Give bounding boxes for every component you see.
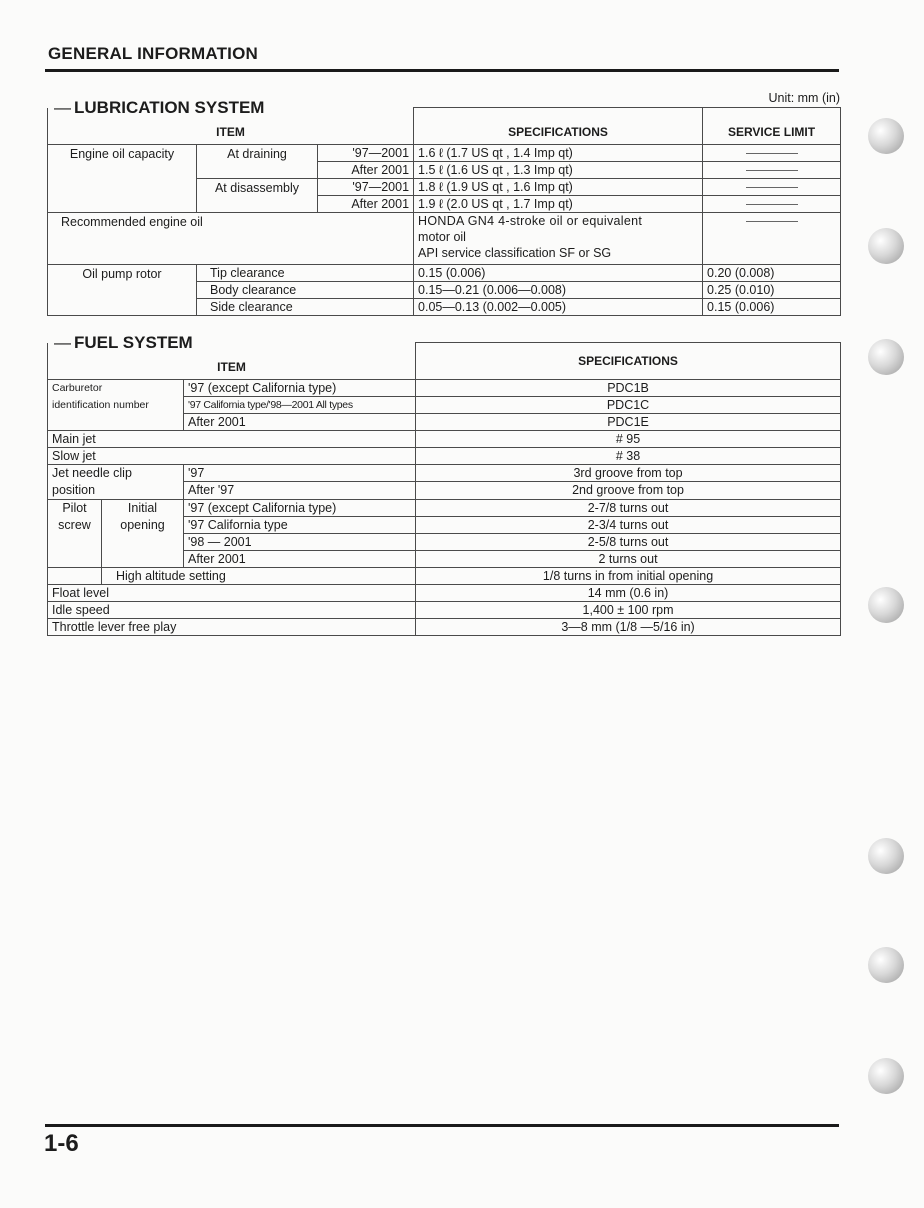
main-jet-spec: # 95 xyxy=(416,430,841,447)
binder-hole xyxy=(868,339,904,375)
carburetor-id-label xyxy=(48,379,184,430)
pilot-line2: screw xyxy=(58,517,91,532)
initial-line2: opening xyxy=(120,517,165,532)
needle-r1-label: '97 xyxy=(184,464,416,482)
needle-r2-spec: 2nd groove from top xyxy=(416,482,841,500)
fuel-title-text: FUEL SYSTEM xyxy=(74,333,193,352)
recommended-spec-line3: API service classification SF or SG xyxy=(418,246,612,260)
pilot-r2-spec: 2-3/4 turns out xyxy=(416,516,841,533)
recommended-oil-label: Recommended engine oil xyxy=(48,213,414,265)
side-clearance-spec: 0.05—0.13 (0.002—0.005) xyxy=(414,299,703,316)
engine-oil-capacity-label: Engine oil capacity xyxy=(48,145,197,213)
high-altitude-label: High altitude setting xyxy=(102,567,416,584)
carb-r1-label: '97 (except California type) xyxy=(184,379,416,396)
lubrication-table xyxy=(47,107,841,316)
binder-hole xyxy=(868,1058,904,1094)
jet-needle-line1: Jet needle clip xyxy=(52,465,132,480)
slow-jet-label: Slow jet xyxy=(48,447,416,464)
oil-r1-limit xyxy=(703,145,841,162)
slow-jet-spec: # 38 xyxy=(416,447,841,464)
binder-hole xyxy=(868,587,904,623)
binder-hole xyxy=(868,947,904,983)
idle-speed-label: Idle speed xyxy=(48,601,416,618)
carb-r3-label: After 2001 xyxy=(184,413,416,430)
pilot-r4-label: After 2001 xyxy=(184,550,416,567)
carb-r2-label: '97 California type/'98—2001 All types xyxy=(184,396,416,413)
oil-r4-limit xyxy=(703,196,841,213)
fuel-header-item: ITEM xyxy=(48,343,416,380)
body-clearance-label: Body clearance xyxy=(197,282,414,299)
lube-header-limit: SERVICE LIMIT xyxy=(703,108,841,145)
fuel-section-title: — FUEL SYSTEM xyxy=(50,333,197,353)
binder-hole xyxy=(868,838,904,874)
lube-header-item: ITEM xyxy=(48,108,414,145)
oil-pump-rotor-label: Oil pump rotor xyxy=(48,265,197,316)
tip-clearance-spec: 0.15 (0.006) xyxy=(414,265,703,282)
body-clearance-spec: 0.15—0.21 (0.006—0.008) xyxy=(414,282,703,299)
recommended-oil-spec xyxy=(414,213,703,265)
oil-r1-spec: 1.6 ℓ (1.7 US qt , 1.4 Imp qt) xyxy=(414,145,703,162)
footer-rule xyxy=(45,1124,839,1127)
page-header-title: GENERAL INFORMATION xyxy=(48,44,258,63)
pilot-r3-label: '98 — 2001 xyxy=(184,533,416,550)
carb-r2-spec: PDC1C xyxy=(416,396,841,413)
float-level-label: Float level xyxy=(48,584,416,601)
page-number: 1-6 xyxy=(44,1130,79,1157)
header-rule xyxy=(45,69,839,72)
body-clearance-limit: 0.25 (0.010) xyxy=(703,282,841,299)
fuel-header-spec: SPECIFICATIONS xyxy=(416,343,841,380)
float-level-spec: 14 mm (0.6 in) xyxy=(416,584,841,601)
pilot-spacer xyxy=(48,567,102,584)
binder-hole xyxy=(868,228,904,264)
lube-header-spec: SPECIFICATIONS xyxy=(414,108,703,145)
initial-opening-label xyxy=(102,499,184,567)
pilot-r2-label: '97 California type xyxy=(184,516,416,533)
jet-needle-label xyxy=(48,464,184,499)
needle-r1-spec: 3rd groove from top xyxy=(416,464,841,482)
oil-r4-spec: 1.9 ℓ (2.0 US qt , 1.7 Imp qt) xyxy=(414,196,703,213)
recommended-spec-line2: motor oil xyxy=(418,230,466,244)
pilot-screw-label xyxy=(48,499,102,567)
lubrication-section-title: — LUBRICATION SYSTEM xyxy=(50,98,268,118)
needle-r2-label: After '97 xyxy=(184,482,416,500)
throttle-free-play-label: Throttle lever free play xyxy=(48,618,416,635)
pilot-r1-label: '97 (except California type) xyxy=(184,499,416,516)
binder-hole xyxy=(868,118,904,154)
oil-r2-year: After 2001 xyxy=(318,162,414,179)
tip-clearance-label: Tip clearance xyxy=(197,265,414,282)
pilot-r4-spec: 2 turns out xyxy=(416,550,841,567)
pilot-line1: Pilot xyxy=(62,500,87,515)
lubrication-title-text: LUBRICATION SYSTEM xyxy=(74,98,265,117)
recommended-oil-limit xyxy=(703,213,841,265)
side-clearance-limit: 0.15 (0.006) xyxy=(703,299,841,316)
high-altitude-spec: 1/8 turns in from initial opening xyxy=(416,567,841,584)
unit-note: Unit: mm (in) xyxy=(768,91,840,105)
idle-speed-spec: 1,400 ± 100 rpm xyxy=(416,601,841,618)
fuel-table xyxy=(47,342,841,636)
initial-line1: Initial xyxy=(127,500,158,515)
oil-r1-year: '97—2001 xyxy=(318,145,414,162)
tip-clearance-limit: 0.20 (0.008) xyxy=(703,265,841,282)
carburetor-label-line1: Carburetor xyxy=(52,381,103,394)
side-clearance-label: Side clearance xyxy=(197,299,414,316)
oil-r2-spec: 1.5 ℓ (1.6 US qt , 1.3 Imp qt) xyxy=(414,162,703,179)
carb-r1-spec: PDC1B xyxy=(416,379,841,396)
carburetor-label-line2: identification number xyxy=(52,398,149,411)
oil-r4-year: After 2001 xyxy=(318,196,414,213)
throttle-free-play-spec: 3—8 mm (1/8 —5/16 in) xyxy=(416,618,841,635)
oil-r2-limit xyxy=(703,162,841,179)
carb-r3-spec: PDC1E xyxy=(416,413,841,430)
at-disassembly-label: At disassembly xyxy=(197,179,318,213)
at-draining-label: At draining xyxy=(197,145,318,179)
main-jet-label: Main jet xyxy=(48,430,416,447)
recommended-spec-line1: HONDA GN4 4-stroke oil or equivalent xyxy=(418,214,643,228)
oil-r3-limit xyxy=(703,179,841,196)
pilot-r3-spec: 2-5/8 turns out xyxy=(416,533,841,550)
oil-r3-year: '97—2001 xyxy=(318,179,414,196)
oil-r3-spec: 1.8 ℓ (1.9 US qt , 1.6 Imp qt) xyxy=(414,179,703,196)
pilot-r1-spec: 2-7/8 turns out xyxy=(416,499,841,516)
jet-needle-line2: position xyxy=(52,482,96,497)
